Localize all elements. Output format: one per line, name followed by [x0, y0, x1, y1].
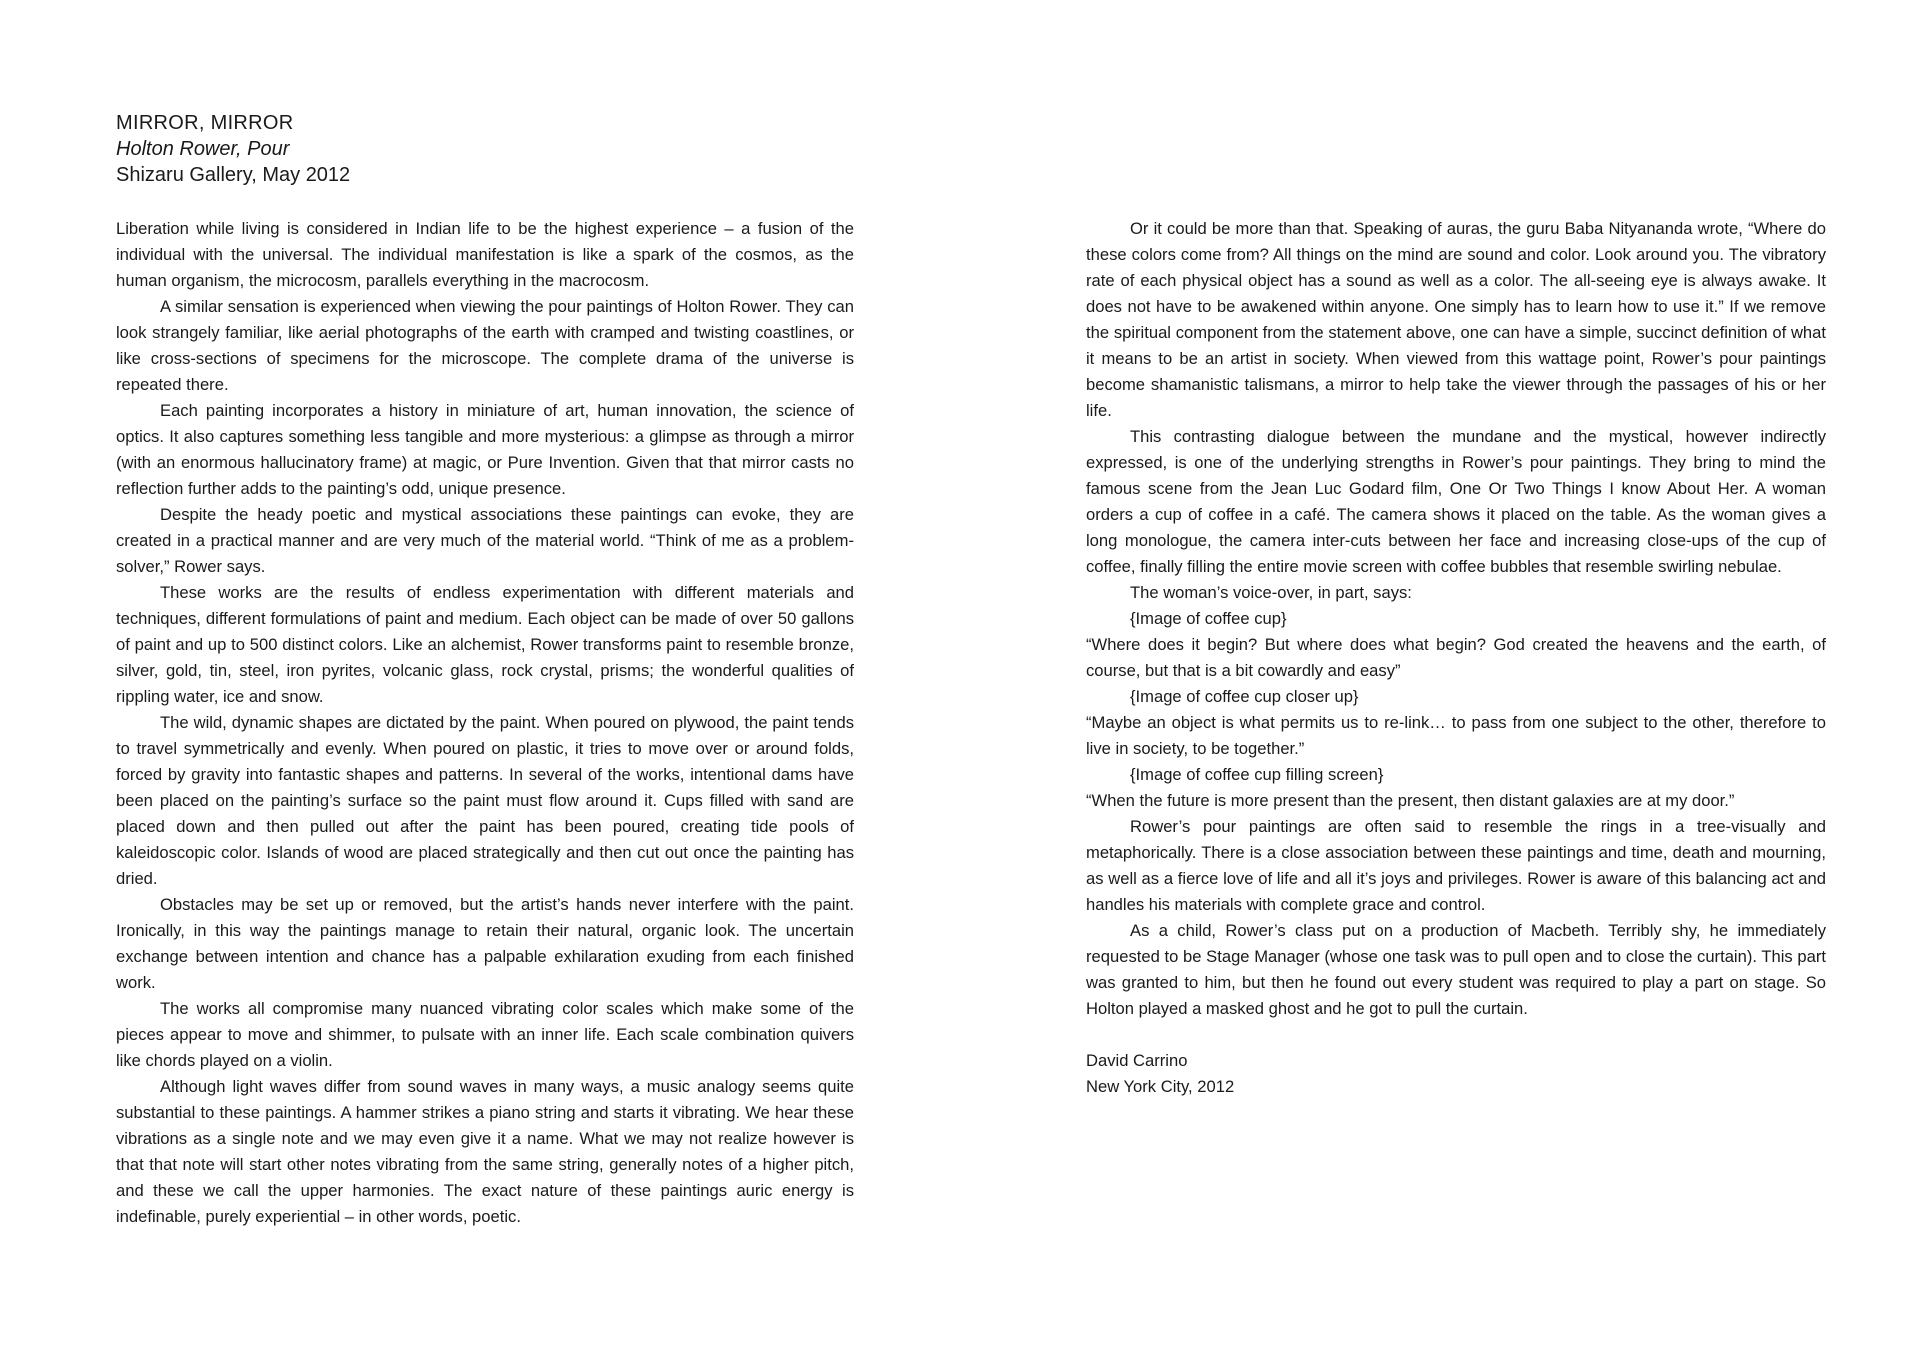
body-paragraph: Obstacles may be set up or removed, but the artist’s hands never interfere with the paint. Ironically, in this way the paintings manage to retain their natural, organic look. The uncertain exchange between intention and chance has a palpable exhilaration exuding from each finished work. [116, 895, 854, 992]
author-name: David Carrino [1086, 1051, 1188, 1070]
body-paragraph: Despite the heady poetic and mystical associations these paintings can evoke, they are created in a practical manner and are very much of the material world. “Think of me as a problem-solver,” Rower says. [116, 505, 854, 576]
image-placeholder-note: {Image of coffee cup closer up} [1130, 687, 1359, 706]
exhibition-subtitle: Holton Rower, Pour [116, 138, 290, 160]
body-paragraph: The woman’s voice-over, in part, says: [1130, 583, 1412, 602]
left-text-column [116, 216, 854, 1230]
body-paragraph: Or it could be more than that. Speaking of auras, the guru Baba Nityananda wrote, “Where do these colors come from? All things on the mind are sound and color. Look around you. The vibratory rate of each physical object has a sound as well as a color. The all-seeing eye is always awake. It does not have to be awakened within anyone. One simply has to learn how to use it.” If we remove the spiritual component from the statement above, one can have a simple, succinct definition of what it means to be an artist in society. When viewed from this wattage point, Rower’s pour paintings become shamanistic talismans, a mirror to help take the viewer through the passages of his or her life. [1086, 219, 1826, 420]
body-paragraph: As a child, Rower’s class put on a production of Macbeth. Terribly shy, he immediately requested to be Stage Manager (whose one task was to pull open and to close the curtain). This part was granted to him, but then he found out every student was required to play a part on stage. So Holton played a masked ghost and he got to pull the curtain. [1086, 921, 1826, 1018]
exhibition-venue: Shizaru Gallery, May 2012 [116, 164, 351, 186]
document-header [116, 110, 856, 188]
body-paragraph: This contrasting dialogue between the mundane and the mystical, however indirectly expressed, is one of the underlying strengths in Rower’s pour paintings. They bring to mind the famous scene from the Jean Luc Godard film, One Or Two Things I know About Her. A woman orders a cup of coffee in a café. The camera shows it placed on the table. As the woman gives a long monologue, the camera inter-cuts between her face and increasing close-ups of the cup of coffee, finally filling the entire movie screen with coffee bubbles that resemble swirling nebulae. [1086, 427, 1826, 576]
body-paragraph: Each painting incorporates a history in miniature of art, human innovation, the science of optics. It also captures something less tangible and more mysterious: a glimpse as through a mirror (with an enormous hallucinatory frame) at magic, or Pure Invention. Given that that mirror casts no reflection further adds to the painting’s odd, unique presence. [116, 401, 854, 498]
document-title: MIRROR, MIRROR [116, 112, 294, 134]
body-paragraph: The wild, dynamic shapes are dictated by the paint. When poured on plywood, the paint tends to travel symmetrically and evenly. When poured on plastic, it tries to move over or around folds, forced by gravity into fantastic shapes and patterns. In several of the works, intentional dams have been placed on the painting’s surface so the paint must flow around it. Cups filled with sand are placed down and then pulled out after the paint has been poured, creating tide pools of kaleidoscopic color. Islands of wood are placed strategically and then cut out once the painting has dried. [116, 713, 854, 888]
quote-paragraph: “When the future is more present than the present, then distant galaxies are at my door.” [1086, 791, 1735, 810]
right-text-column [1086, 216, 1826, 1100]
image-placeholder-note: {Image of coffee cup filling screen} [1130, 765, 1384, 784]
body-paragraph: A similar sensation is experienced when viewing the pour paintings of Holton Rower. They can look strangely familiar, like aerial photographs of the earth with cramped and twisting coastlines, or like cross-sections of specimens for the microscope. The complete drama of the universe is repeated there. [116, 297, 854, 394]
body-paragraph: Liberation while living is considered in Indian life to be the highest experience – a fusion of the individual with the universal. The individual manifestation is like a spark of the cosmos, as the human organism, the microcosm, parallels everything in the macrocosm. [116, 219, 854, 290]
signature-block [1086, 1048, 1826, 1100]
signature-place-date: New York City, 2012 [1086, 1077, 1235, 1096]
body-paragraph: Rower’s pour paintings are often said to resemble the rings in a tree-visually and metaphorically. There is a close association between these paintings and time, death and mourning, as well as a fierce love of life and all it’s joys and privileges. Rower is aware of this balancing act and handles his materials with complete grace and control. [1086, 817, 1826, 914]
body-paragraph: The works all compromise many nuanced vibrating color scales which make some of the pieces appear to move and shimmer, to pulsate with an inner life. Each scale combination quivers like chords played on a violin. [116, 999, 854, 1070]
body-paragraph: Although light waves differ from sound waves in many ways, a music analogy seems quite substantial to these paintings. A hammer strikes a piano string and starts it vibrating. We hear these vibrations as a single note and we may even give it a name. What we may not realize however is that that note will start other notes vibrating from the same string, generally notes of a higher pitch, and these we call the upper harmonies. The exact nature of these paintings auric energy is indefinable, purely experiential – in other words, poetic. [116, 1077, 854, 1226]
quote-paragraph: “Where does it begin? But where does what begin? God created the heavens and the earth, of course, but that is a bit cowardly and easy” [1086, 635, 1826, 680]
image-placeholder-note: {Image of coffee cup} [1130, 609, 1287, 628]
quote-paragraph: “Maybe an object is what permits us to re-link… to pass from one subject to the other, therefore to live in society, to be together.” [1086, 713, 1826, 758]
body-paragraph: These works are the results of endless experimentation with different materials and techniques, different formulations of paint and medium. Each object can be made of over 50 gallons of paint and up to 500 distinct colors. Like an alchemist, Rower transforms paint to resemble bronze, silver, gold, tin, steel, iron pyrites, volcanic glass, rock crystal, prisms; the wonderful qualities of rippling water, ice and snow. [116, 583, 854, 706]
